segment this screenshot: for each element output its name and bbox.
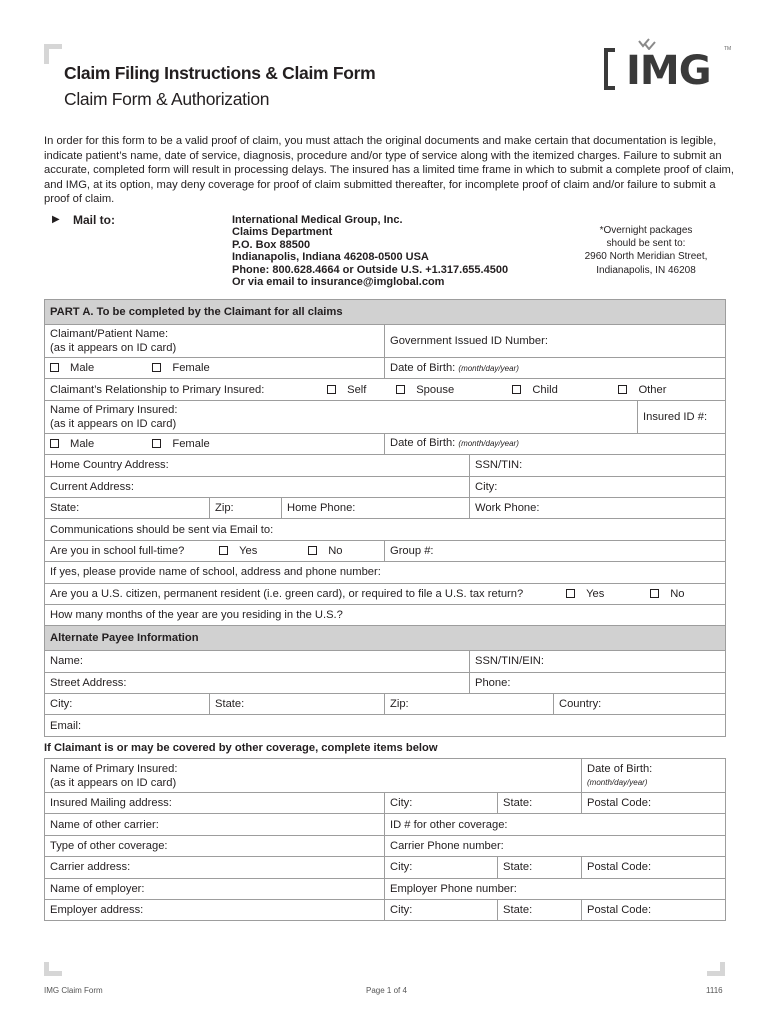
relationship-field bbox=[45, 379, 726, 400]
footer-form-code: 1116 bbox=[706, 986, 723, 995]
home-phone-field[interactable]: Home Phone: bbox=[282, 497, 470, 518]
footer-form-name: IMG Claim Form bbox=[44, 986, 103, 995]
overnight-line: should be sent to: bbox=[606, 238, 686, 250]
female-label: Female bbox=[172, 362, 210, 375]
citizen-label: Are you a U.S. citizen, permanent resident (i.e. green card), or required to file a U.S. tax return? bbox=[50, 587, 524, 600]
female-checkbox[interactable] bbox=[152, 439, 161, 448]
oc-id-field[interactable]: ID # for other coverage: bbox=[385, 814, 726, 835]
dob-label: Date of Birth: bbox=[390, 361, 456, 374]
work-phone-field[interactable]: Work Phone: bbox=[470, 497, 726, 518]
claimant-gender-field bbox=[45, 358, 385, 379]
oc-primary-note: (as it appears on ID card) bbox=[50, 776, 177, 789]
citizen-no-checkbox[interactable] bbox=[650, 589, 659, 598]
oc-city-field[interactable]: City: bbox=[385, 793, 498, 814]
address-line: International Medical Group, Inc. bbox=[232, 214, 403, 226]
payee-name-field[interactable]: Name: bbox=[45, 651, 470, 672]
oc-employer-address-field[interactable]: Employer address: bbox=[45, 899, 385, 920]
overnight-address bbox=[570, 224, 722, 277]
school-label: Are you in school full-time? bbox=[50, 544, 185, 557]
payee-ssn-field[interactable]: SSN/TIN/EIN: bbox=[470, 651, 726, 672]
claimant-dob-field[interactable] bbox=[385, 358, 726, 379]
self-checkbox[interactable] bbox=[327, 385, 336, 394]
corner-mark-bottom-left-horizontal bbox=[44, 971, 62, 976]
alternate-payee-header: Alternate Payee Information bbox=[45, 626, 726, 651]
female-label: Female bbox=[172, 437, 210, 450]
female-checkbox[interactable] bbox=[152, 363, 161, 372]
img-logo bbox=[604, 38, 732, 96]
oc-city-field[interactable]: City: bbox=[385, 857, 498, 878]
city-field[interactable]: City: bbox=[470, 476, 726, 497]
school-field bbox=[45, 540, 385, 561]
primary-insured-note: (as it appears on ID card) bbox=[50, 417, 177, 430]
citizen-field bbox=[45, 583, 726, 604]
oc-state-field[interactable]: State: bbox=[498, 793, 582, 814]
other-coverage-heading: If Claimant is or may be covered by other coverage, complete items below bbox=[44, 742, 438, 754]
overnight-line: Indianapolis, IN 46208 bbox=[596, 264, 696, 276]
oc-dob-field[interactable] bbox=[582, 759, 726, 793]
spouse-label: Spouse bbox=[416, 383, 455, 396]
address-line: Phone: 800.628.4664 or Outside U.S. +1.317.655.4500 bbox=[232, 263, 509, 276]
logo-text: IMG bbox=[626, 48, 711, 94]
school-yes-checkbox[interactable] bbox=[219, 546, 228, 555]
home-country-address-field[interactable]: Home Country Address: bbox=[45, 455, 470, 476]
insured-id-field[interactable]: Insured ID #: bbox=[638, 400, 726, 433]
address-line: Claims Department bbox=[232, 226, 333, 239]
payee-city-field[interactable]: City: bbox=[45, 694, 210, 715]
corner-mark-top-left-vertical bbox=[44, 44, 49, 64]
state-field[interactable]: State: bbox=[45, 497, 210, 518]
citizen-yes-checkbox[interactable] bbox=[566, 589, 575, 598]
other-checkbox[interactable] bbox=[618, 385, 627, 394]
dob-format: (month/day/year) bbox=[458, 363, 519, 373]
male-label: Male bbox=[70, 362, 95, 375]
dob-format: (month/day/year) bbox=[458, 439, 519, 449]
mail-to-label: Mail to: bbox=[73, 213, 115, 227]
yes-label: Yes bbox=[239, 544, 258, 557]
months-in-us-field[interactable]: How many months of the year are you residing in the U.S.? bbox=[45, 604, 726, 625]
payee-phone-field[interactable]: Phone: bbox=[470, 672, 726, 693]
payee-country-field[interactable]: Country: bbox=[554, 694, 726, 715]
male-label: Male bbox=[70, 437, 95, 450]
mailing-address bbox=[232, 214, 508, 288]
primary-dob-field[interactable] bbox=[385, 433, 726, 454]
oc-carrier-phone-field[interactable]: Carrier Phone number: bbox=[385, 835, 726, 856]
spouse-checkbox[interactable] bbox=[396, 385, 405, 394]
no-label: No bbox=[328, 544, 343, 557]
relationship-label: Claimant’s Relationship to Primary Insured: bbox=[50, 383, 265, 396]
claimant-name-field[interactable] bbox=[45, 325, 385, 358]
payee-email-field[interactable]: Email: bbox=[45, 715, 726, 736]
payee-street-field[interactable]: Street Address: bbox=[45, 672, 470, 693]
school-info-field[interactable]: If yes, please provide name of school, address and phone number: bbox=[45, 562, 726, 583]
oc-postal-field[interactable]: Postal Code: bbox=[582, 793, 726, 814]
payee-state-field[interactable]: State: bbox=[210, 694, 385, 715]
claimant-name-label: Claimant/Patient Name: bbox=[50, 328, 169, 340]
male-checkbox[interactable] bbox=[50, 363, 59, 372]
other-coverage-table bbox=[44, 758, 726, 921]
oc-dob-format: (month/day/year) bbox=[587, 777, 648, 787]
school-no-checkbox[interactable] bbox=[308, 546, 317, 555]
male-checkbox[interactable] bbox=[50, 439, 59, 448]
ssn-tin-field[interactable]: SSN/TIN: bbox=[470, 455, 726, 476]
oc-dob-label: Date of Birth: bbox=[587, 762, 653, 775]
child-label: Child bbox=[532, 383, 558, 396]
oc-primary-name-field[interactable] bbox=[45, 759, 582, 793]
oc-postal-field[interactable]: Postal Code: bbox=[582, 899, 726, 920]
address-line: Indianapolis, Indiana 46208-0500 USA bbox=[232, 251, 429, 264]
oc-postal-field[interactable]: Postal Code: bbox=[582, 857, 726, 878]
overnight-line: 2960 North Meridian Street, bbox=[584, 251, 708, 263]
oc-employer-name-field[interactable]: Name of employer: bbox=[45, 878, 385, 899]
dob-label: Date of Birth: bbox=[390, 437, 456, 450]
oc-city-field[interactable]: City: bbox=[385, 899, 498, 920]
yes-label: Yes bbox=[586, 587, 605, 600]
corner-mark-bottom-right-horizontal bbox=[707, 971, 725, 976]
part-a-table bbox=[44, 299, 726, 737]
oc-primary-label: Name of Primary Insured: bbox=[50, 762, 178, 775]
group-number-field[interactable]: Group #: bbox=[385, 540, 726, 561]
current-address-field[interactable]: Current Address: bbox=[45, 476, 470, 497]
oc-mailing-address-field[interactable]: Insured Mailing address: bbox=[45, 793, 385, 814]
footer-page-number: Page 1 of 4 bbox=[366, 986, 407, 995]
address-line: Or via email to insurance@imglobal.com bbox=[232, 276, 445, 289]
primary-gender-field bbox=[45, 433, 385, 454]
oc-employer-phone-field[interactable]: Employer Phone number: bbox=[385, 878, 726, 899]
page-title: Claim Filing Instructions & Claim Form bbox=[64, 63, 376, 83]
self-label: Self bbox=[347, 383, 367, 396]
logo-trademark: TM bbox=[724, 46, 732, 52]
no-label: No bbox=[670, 587, 685, 600]
part-a-header: PART A. To be completed by the Claimant for all claims bbox=[45, 300, 726, 325]
government-id-field[interactable]: Government Issued ID Number: bbox=[385, 325, 726, 358]
overnight-line: *Overnight packages bbox=[599, 225, 693, 236]
triangle-bullet-icon: ▶ bbox=[52, 214, 60, 225]
oc-state-field[interactable]: State: bbox=[498, 857, 582, 878]
oc-type-field[interactable]: Type of other coverage: bbox=[45, 835, 385, 856]
other-label: Other bbox=[638, 383, 667, 396]
zip-field[interactable]: Zip: bbox=[210, 497, 282, 518]
primary-insured-name-field[interactable] bbox=[45, 400, 638, 433]
oc-carrier-name-field[interactable]: Name of other carrier: bbox=[45, 814, 385, 835]
address-line: P.O. Box 88500 bbox=[232, 238, 311, 251]
intro-paragraph: In order for this form to be a valid proof of claim, you must attach the original documents and make certain that documentation is legible, indicate patient’s name, date of service, diagnosis, procedure and/or type of service along with the itemized charges. Failure to submit an accurate, completed form will result in processing delays. The insured has a limited time frame in which to submit a complete proof of claim, and IMG, at its option, may deny coverage for proof of claim submitted thereafter, for incomplete proof of claim and/or failure to submit a proof of claim. bbox=[44, 135, 734, 206]
communications-email-field[interactable]: Communications should be sent via Email to: bbox=[45, 519, 726, 540]
page-subtitle: Claim Form & Authorization bbox=[64, 89, 270, 109]
payee-zip-field[interactable]: Zip: bbox=[385, 694, 554, 715]
claimant-name-note: (as it appears on ID card) bbox=[50, 342, 177, 354]
primary-insured-label: Name of Primary Insured: bbox=[50, 403, 178, 416]
child-checkbox[interactable] bbox=[512, 385, 521, 394]
oc-carrier-address-field[interactable]: Carrier address: bbox=[45, 857, 385, 878]
oc-state-field[interactable]: State: bbox=[498, 899, 582, 920]
